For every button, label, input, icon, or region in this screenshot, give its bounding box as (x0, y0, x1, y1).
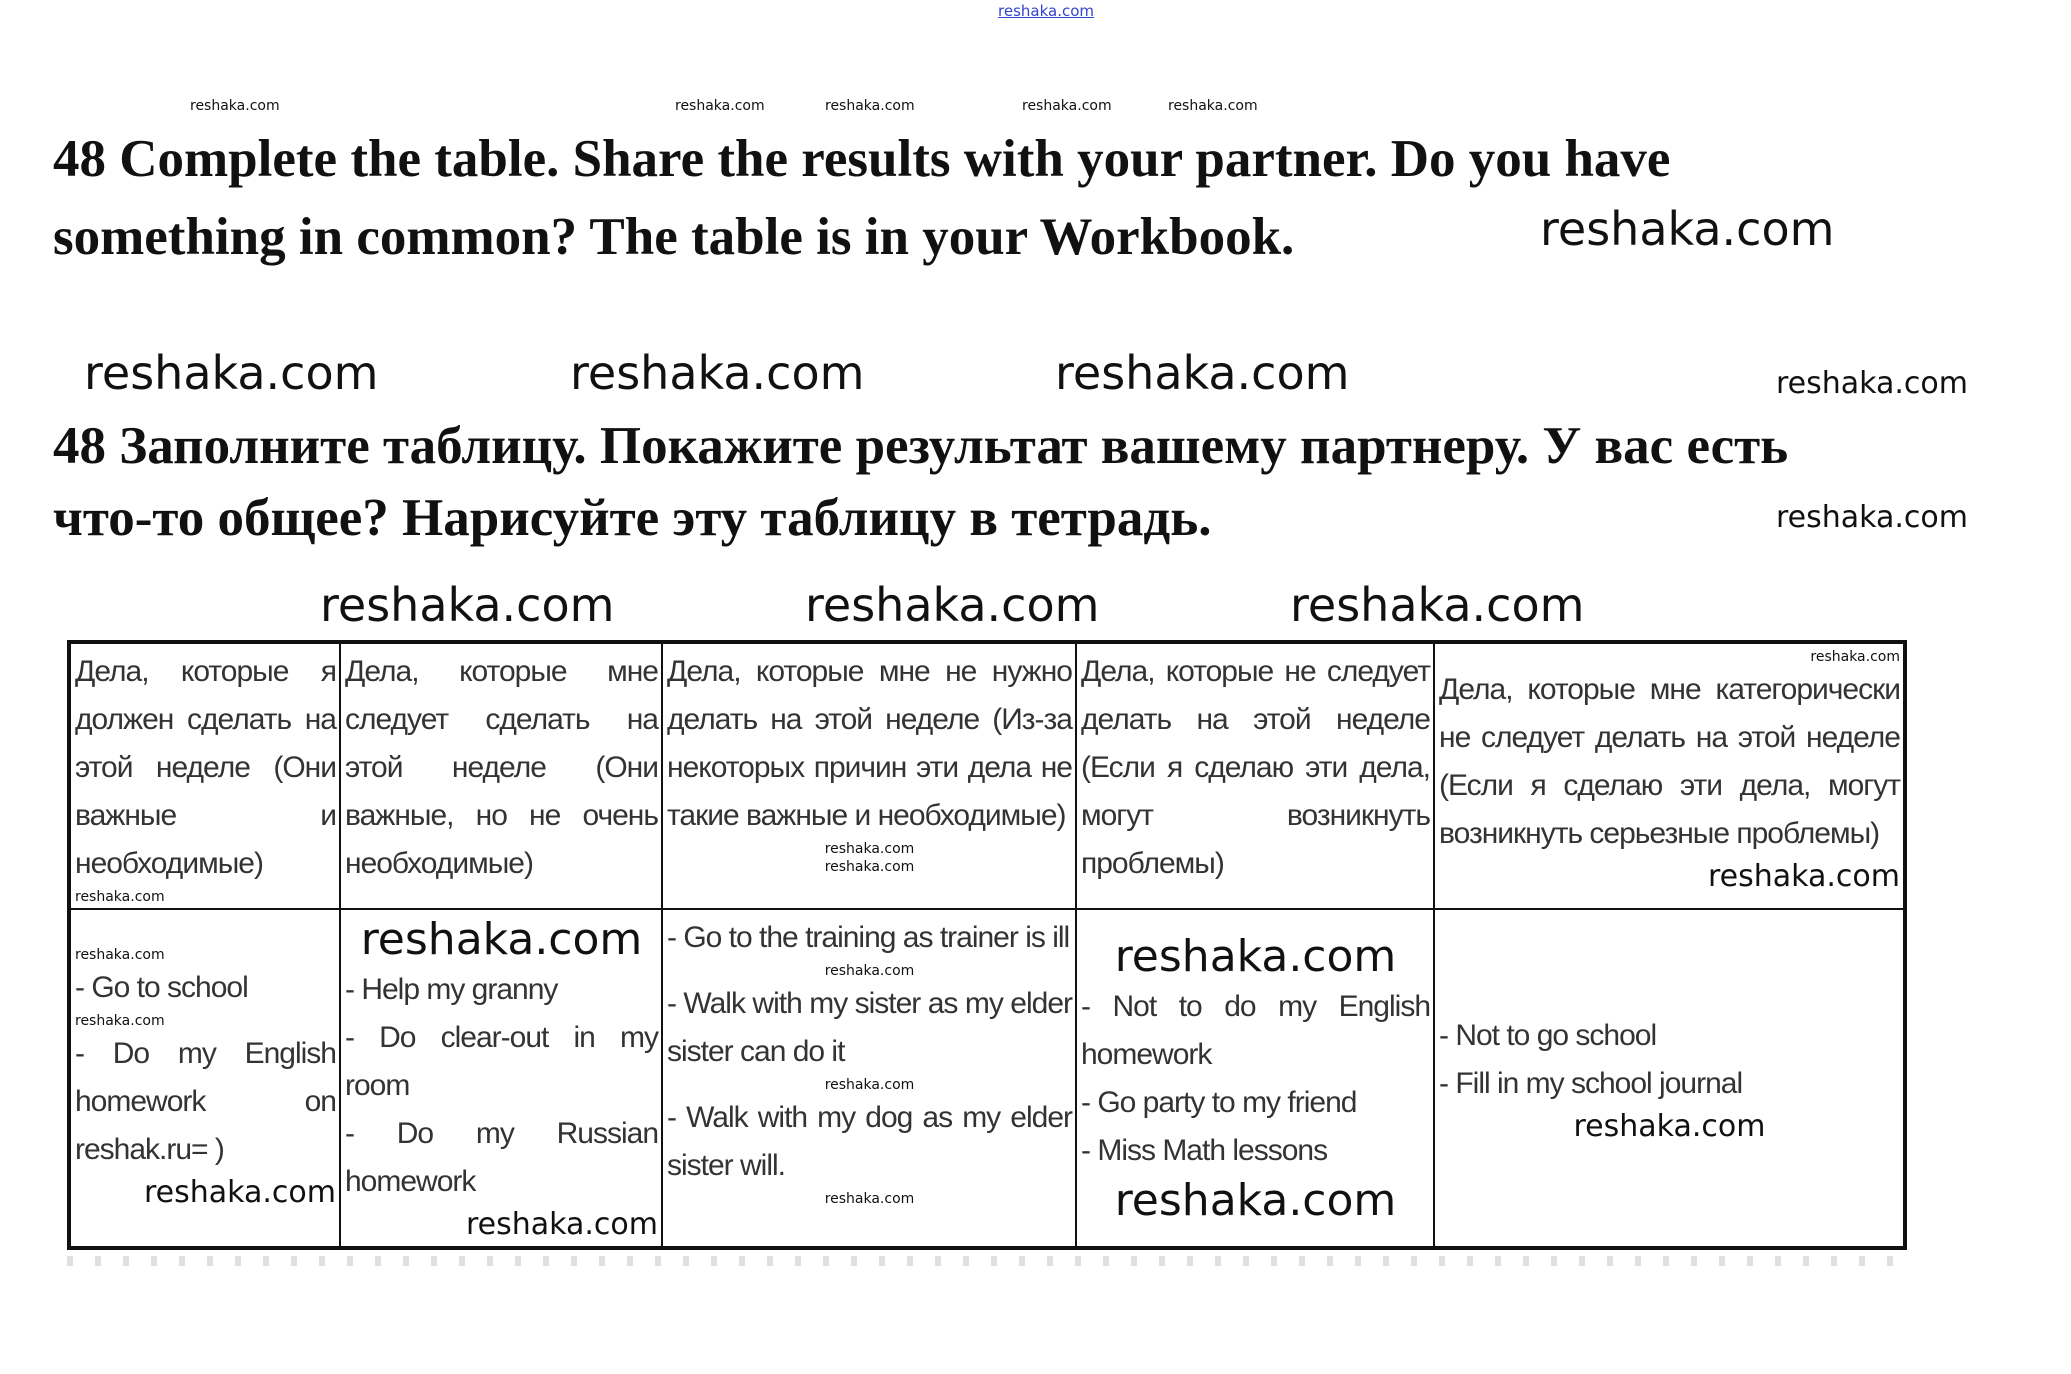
table-header-row (69, 642, 1905, 909)
list-item: - Go to the training as trainer is ill (667, 921, 1070, 954)
header-cell (340, 642, 662, 909)
heading-line: 48 Complete the table. Share the results with your partner. Do you have (53, 130, 1671, 188)
watermark: reshaka.com (1114, 1175, 1397, 1226)
watermark: reshaka.com (320, 578, 615, 632)
watermark: reshaka.com (466, 1207, 658, 1242)
table-cell (69, 909, 340, 1248)
heading-line: something in common? The table is in your Workbook. (53, 208, 1295, 266)
watermark: reshaka.com (75, 1013, 165, 1029)
watermark: reshaka.com (1540, 202, 1835, 256)
list-item: - Do my English homework on reshak.ru= ) (75, 1037, 336, 1166)
watermark: reshaka.com (1708, 859, 1900, 894)
header-cell (69, 642, 340, 909)
watermark: reshaka.com (75, 889, 165, 905)
watermark: reshaka.com (824, 859, 915, 875)
exercise-heading-russian (53, 410, 1788, 554)
watermark: reshaka.com (675, 98, 765, 114)
list-item: - Miss Math lessons (1081, 1134, 1328, 1167)
watermark: reshaka.com (805, 578, 1100, 632)
watermark: reshaka.com (825, 98, 915, 114)
watermark: reshaka.com (1022, 98, 1112, 114)
watermark: reshaka.com (1776, 366, 1968, 401)
watermark: reshaka.com (1573, 1109, 1766, 1144)
header-text: Дела, которые мне следует сделать на этой неделе (Они важные, но не очень необходимые) (345, 655, 658, 880)
watermark: reshaka.com (1290, 578, 1585, 632)
watermark: reshaka.com (824, 1077, 915, 1093)
table-container (67, 640, 1907, 1266)
watermark: reshaka.com (824, 1191, 915, 1207)
watermark: reshaka.com (360, 914, 643, 965)
watermark: reshaka.com (75, 947, 165, 963)
watermark: reshaka.com (1810, 649, 1900, 665)
watermark: reshaka.com (1055, 346, 1350, 400)
faded-text-remnant (67, 1256, 1903, 1266)
heading-line: 48 Заполните таблицу. Покажите результат вашему партнеру. У вас есть (53, 417, 1789, 475)
header-cell (662, 642, 1076, 909)
heading-line: что-то общее? Нарисуйте эту таблицу в тетрадь. (53, 489, 1212, 547)
header-text: Дела, которые я должен сделать на этой неделе (Они важные и необходимые) (75, 655, 336, 880)
watermark: reshaka.com (1776, 500, 1968, 535)
header-cell (1076, 642, 1434, 909)
watermark: reshaka.com (1168, 98, 1258, 114)
watermark: reshaka.com (190, 98, 280, 114)
list-item: - Fill in my school journal (1439, 1067, 1743, 1100)
table-cell (662, 909, 1076, 1248)
activities-table (67, 640, 1907, 1250)
watermark: reshaka.com (824, 841, 915, 857)
list-item: - Help my granny (345, 973, 558, 1006)
exercise-heading-english (53, 120, 1670, 276)
table-cell (340, 909, 662, 1248)
list-item: - Walk with my sister as my elder sister can do it (667, 987, 1072, 1068)
header-cell (1434, 642, 1905, 909)
watermark: reshaka.com (1114, 931, 1397, 982)
header-text: Дела, которые мне категорически не следует делать на этой неделе (Если я сделаю эти дела, могут возникнуть серьезные проблемы) (1439, 673, 1900, 850)
watermark: reshaka.com (144, 1175, 336, 1210)
header-text: Дела, которые мне не нужно делать на этой неделе (Из-за некоторых причин эти дела не такие важные и необходимые) (667, 655, 1072, 832)
list-item: - Not to go school (1439, 1019, 1657, 1052)
watermark: reshaka.com (84, 346, 379, 400)
list-item: - Go party to my friend (1081, 1086, 1357, 1119)
list-item: - Do my Russian homework (345, 1117, 658, 1198)
list-item: - Not to do my English homework (1081, 990, 1430, 1071)
watermark: reshaka.com (824, 963, 915, 979)
list-item: - Do clear-out in my room (345, 1021, 658, 1102)
header-text: Дела, которые не следует делать на этой неделе (Если я сделаю эти дела, могут возникнуть проблемы) (1081, 655, 1430, 880)
table-row (69, 909, 1905, 1248)
watermark: reshaka.com (570, 346, 865, 400)
table-cell (1076, 909, 1434, 1248)
watermark-top-link[interactable]: reshaka.com (998, 2, 1094, 20)
table-cell (1434, 909, 1905, 1248)
list-item: - Walk with my dog as my elder sister will. (667, 1101, 1072, 1182)
list-item: - Go to school (75, 971, 248, 1004)
